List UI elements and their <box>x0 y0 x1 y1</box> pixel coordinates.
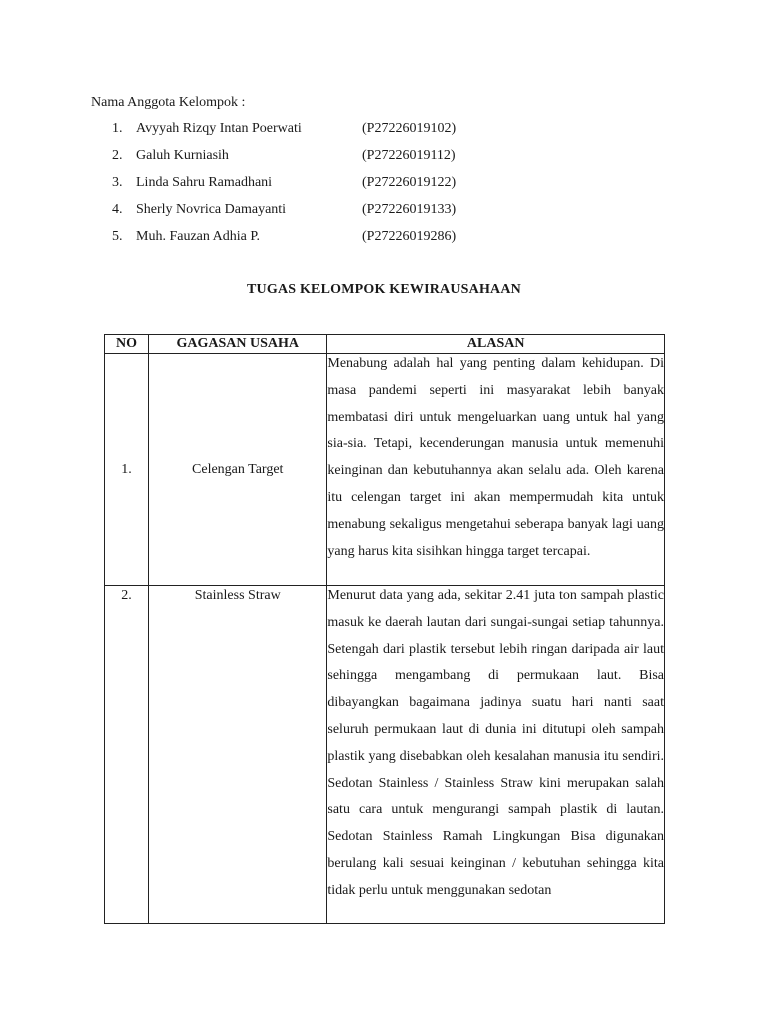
row-number: 1. <box>105 354 149 586</box>
member-id: (P27226019102) <box>362 121 457 136</box>
row-number: 2. <box>105 586 149 924</box>
member-name: Muh. Fauzan Adhia P. <box>136 229 261 244</box>
member-id: (P27226019122) <box>362 175 457 190</box>
reason-text: Menabung adalah hal yang penting dalam kehidupan. Di masa pandemi seperti ini masyarakat lebih banyak membatasi diri untuk mengeluarkan uang untuk hal yang sia-sia. Tetapi, kecenderungan manusia untuk memenuhi keinginan dan kebutuhannya akan selalu ada. Oleh karena itu celengan target ini akan mempermudah kita untuk menabung sekaligus mengetahui seberapa banyak lagi uang yang harus kita sisihkan hingga target tercapai. <box>327 356 664 559</box>
table-row <box>105 586 665 924</box>
member-number: 2. <box>112 148 123 163</box>
header-no: NO <box>105 335 149 354</box>
member-id: (P27226019286) <box>362 229 457 244</box>
member-name: Avyyah Rizqy Intan Poerwati <box>136 121 302 136</box>
header-reason: ALASAN <box>327 335 665 354</box>
member-name: Galuh Kurniasih <box>136 148 229 163</box>
member-name: Linda Sahru Ramadhani <box>136 175 273 190</box>
table-header-row <box>105 335 665 354</box>
business-idea: Stainless Straw <box>149 586 327 924</box>
business-idea: Celengan Target <box>149 354 327 586</box>
member-number: 4. <box>112 202 123 217</box>
reason-text: Menurut data yang ada, sekitar 2.41 juta ton sampah plastic masuk ke daerah lautan dari sungai-sungai setiap tahunnya. Setengah dari plastik tersebut lebih ringan daripada air laut sehingga mengambang di permukaan laut. Bisa dibayangkan bagaimana jadinya suatu hari nanti saat seluruh permukaan laut di dunia ini ditutupi oleh sampah plastik yang disebabkan oleh kesalahan manusia itu sendiri. Sedotan Stainless / Stainless Straw kini merupakan salah satu cara untuk mengurangi sampah plastik di lautan. Sedotan Stainless Ramah Lingkungan Bisa digunakan berulang kali sesuai keinginan / kebutuhan sehingga kita tidak perlu untuk menggunakan sedotan <box>327 588 664 898</box>
table-row <box>105 354 665 586</box>
header-business-idea: GAGASAN USAHA <box>149 335 327 354</box>
member-number: 3. <box>112 175 123 190</box>
member-name: Sherly Novrica Damayanti <box>136 202 287 217</box>
reason-cell <box>327 586 665 924</box>
member-id: (P27226019133) <box>362 202 457 217</box>
member-id: (P27226019112) <box>362 148 456 163</box>
member-number: 5. <box>112 229 123 244</box>
business-ideas-table <box>104 334 665 924</box>
reason-cell <box>327 354 665 586</box>
members-heading: Nama Anggota Kelompok : <box>91 95 246 110</box>
member-number: 1. <box>112 121 123 136</box>
document-title: TUGAS KELOMPOK KEWIRAUSAHAAN <box>247 282 521 297</box>
